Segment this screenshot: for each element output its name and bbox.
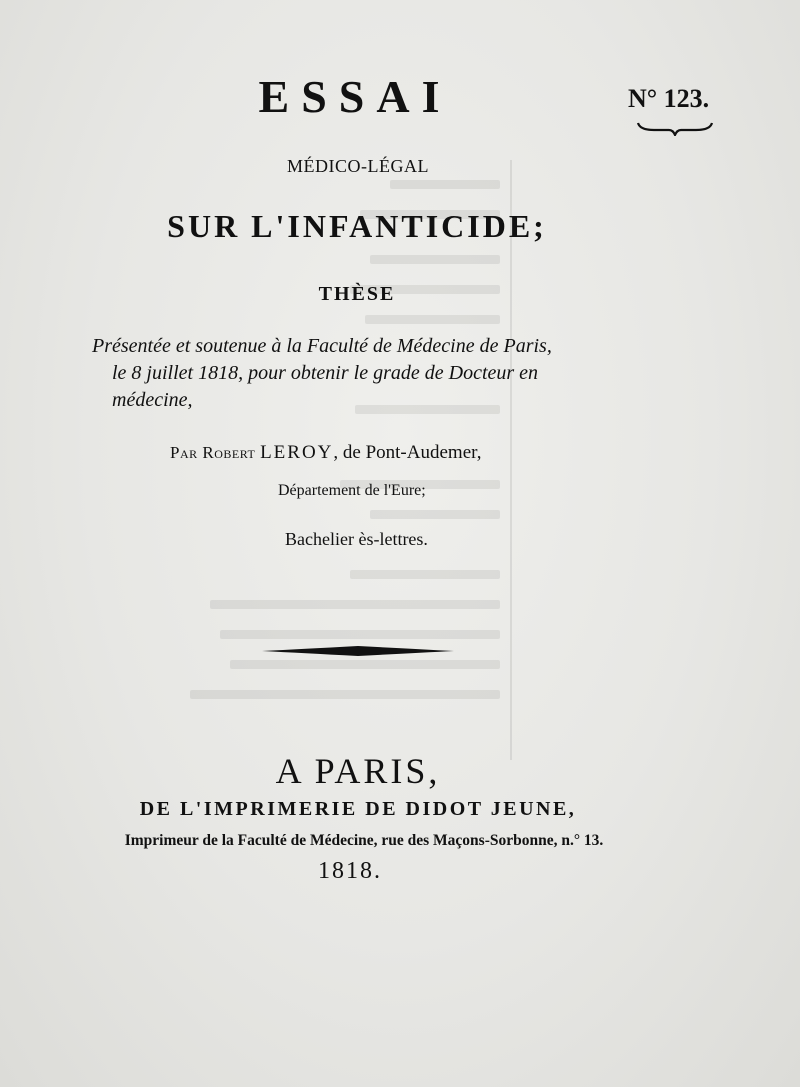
author-line xyxy=(170,442,481,464)
presentation-text xyxy=(92,333,652,414)
subtitle: MÉDICO-LÉGAL xyxy=(287,156,429,176)
presentation-line-1: Présentée et soutenue à la Faculté de Médecine de Paris, xyxy=(92,335,552,357)
author-origin: , de Pont-Audemer, xyxy=(333,442,482,463)
departement: Département de l'Eure; xyxy=(278,482,426,499)
these-heading: THÈSE xyxy=(318,283,396,305)
city: A PARIS, xyxy=(275,751,441,791)
printer: DE L'IMPRIMERIE DE DIDOT JEUNE, xyxy=(139,798,577,820)
printer-details: Imprimeur de la Faculté de Médecine, rue des Maçons-Sorbonne, n.° 13. xyxy=(124,832,604,849)
author-prefix: Par Robert xyxy=(170,443,256,462)
year: 1818. xyxy=(318,858,382,884)
ornamental-rule xyxy=(262,644,454,658)
degree: Bachelier ès-lettres. xyxy=(285,529,428,549)
author-name: LEROY xyxy=(260,442,334,463)
presentation-line-3: médecine, xyxy=(112,389,193,411)
main-title: SUR L'INFANTICIDE; xyxy=(167,208,547,244)
thesis-number: N° 123. xyxy=(628,84,710,113)
title: ESSAI xyxy=(258,71,452,122)
brace-ornament xyxy=(636,120,714,136)
presentation-line-2: le 8 juillet 1818, pour obtenir le grade de Docteur en xyxy=(112,362,539,384)
